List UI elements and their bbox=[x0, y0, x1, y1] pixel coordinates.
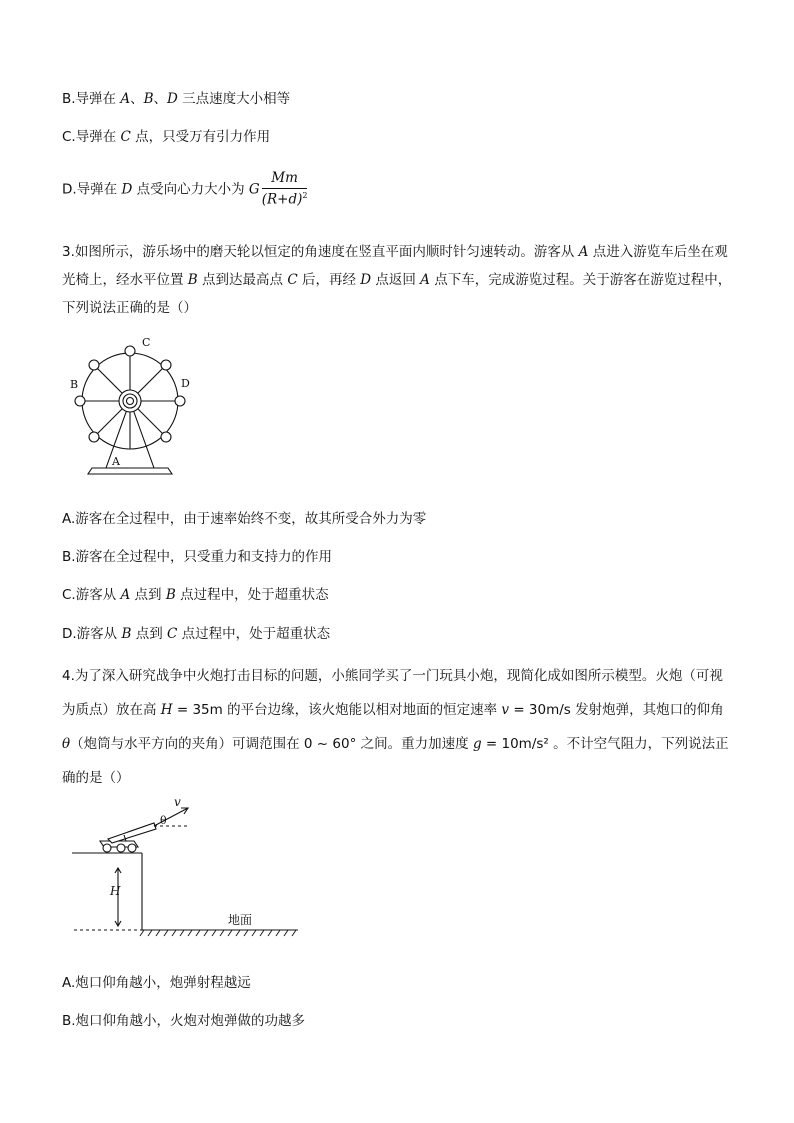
stem-variable: B bbox=[187, 272, 198, 288]
option-text: C.导弹在 bbox=[62, 129, 121, 145]
q3-option-c bbox=[62, 589, 329, 603]
option-text: C.游客从 bbox=[62, 587, 121, 603]
ferris-wheel-figure bbox=[70, 335, 190, 475]
option-text: 点到 bbox=[131, 626, 167, 642]
stem-text: 后，再经 bbox=[297, 272, 361, 288]
point-label: D bbox=[121, 181, 133, 198]
point-label: A bbox=[120, 91, 131, 107]
q3-stem bbox=[62, 238, 734, 322]
point-label: C bbox=[120, 129, 131, 145]
base-platform bbox=[88, 468, 172, 474]
option-text: 点过程中，处于超重状态 bbox=[175, 587, 329, 603]
cannon-barrel bbox=[108, 823, 156, 843]
option-text: 三点速度大小相等 bbox=[177, 91, 291, 107]
stem-text: 点下车，完成游览过程。关于游客在游览过程中，下列说法正确的是（） bbox=[62, 272, 732, 316]
option-text: 点到 bbox=[130, 587, 166, 603]
stem-text: 3.如图所示，游乐场中的磨天轮以恒定的角速度在竖直平面内顺时针匀速转动。游客从 bbox=[62, 244, 579, 260]
label-d: D bbox=[181, 377, 190, 390]
separator: 、 bbox=[130, 91, 144, 107]
stem-variable: C bbox=[287, 272, 298, 288]
q3-option-d bbox=[62, 628, 330, 642]
stem-variable: D bbox=[360, 272, 372, 288]
label-theta: θ bbox=[160, 814, 167, 827]
q2-option-d bbox=[62, 172, 307, 207]
cabin-d bbox=[175, 396, 185, 406]
q4-option-a: A.炮口仰角越小，炮弹射程越远 bbox=[62, 975, 251, 991]
option-text: B.导弹在 bbox=[62, 91, 121, 107]
separator: 、 bbox=[153, 91, 168, 107]
cannon-figure bbox=[70, 795, 310, 945]
fraction-denominator bbox=[262, 189, 308, 207]
stem-variable: A bbox=[578, 244, 589, 260]
stem-text: 4.为了深入研究战争中火炮打击目标的问题，小熊同学买了一门玩具小炮，现简化成如图所示模型。火炮（可视为质点）放在高 bbox=[62, 668, 723, 718]
point-label: D bbox=[167, 91, 178, 107]
label-v: v bbox=[174, 795, 181, 809]
stem-variable: v bbox=[501, 702, 510, 718]
option-text: 点，只受万有引力作用 bbox=[130, 129, 271, 145]
q2-option-b bbox=[62, 93, 290, 107]
stem-text: （炮筒与水平方向的夹角）可调范围在 0 ~ 60° 之间。重力加速度 bbox=[70, 736, 473, 752]
q2-option-c bbox=[62, 131, 270, 145]
label-b: B bbox=[70, 378, 79, 391]
stem-text: 点返回 bbox=[371, 272, 421, 288]
denominator-base: (R+d) bbox=[261, 191, 303, 207]
point-label: C bbox=[167, 626, 178, 642]
cabin-b bbox=[75, 396, 85, 406]
point-label: B bbox=[165, 587, 176, 603]
denominator-exponent: 2 bbox=[302, 190, 308, 200]
point-label: B bbox=[121, 626, 132, 642]
label-h: H bbox=[110, 884, 121, 898]
q3-option-a: A.游客在全过程中，由于速率始终不变，故其所受合外力为零 bbox=[62, 511, 427, 527]
stem-variable: A bbox=[420, 272, 430, 288]
option-text: D.游客从 bbox=[62, 626, 122, 642]
stem-text: = 35m 的平台边缘，该火炮能以相对地面的恒定速率 bbox=[172, 702, 502, 718]
option-text: 点受向心力大小为 bbox=[132, 181, 249, 198]
hub-outer bbox=[119, 390, 141, 412]
label-a: A bbox=[112, 455, 120, 468]
stem-text: = 10m/s² 。不计空气阻力，下列说法正确的是（） bbox=[62, 736, 729, 786]
q4-option-b: B.炮口仰角越小，火炮对炮弹做的功越多 bbox=[62, 1013, 306, 1029]
label-c: C bbox=[142, 336, 151, 349]
cabin-c bbox=[125, 346, 135, 356]
point-label: B bbox=[143, 91, 154, 107]
stem-text: 点到达最高点 bbox=[197, 272, 288, 288]
stem-variable: H bbox=[160, 702, 173, 718]
ground-hatching bbox=[140, 930, 296, 936]
stem-variable: θ bbox=[62, 736, 71, 752]
stem-text: 点进入游览车后坐在观光椅上，经水平位置 bbox=[62, 244, 728, 288]
fraction-numerator: Mm bbox=[262, 172, 308, 189]
q4-stem bbox=[62, 659, 734, 795]
stem-text: = 30m/s 发射炮弹，其炮口的仰角 bbox=[509, 702, 724, 718]
q3-option-b: B.游客在全过程中，只受重力和支持力的作用 bbox=[62, 549, 333, 565]
stem-variable: g bbox=[472, 736, 482, 752]
cannon-body bbox=[100, 823, 156, 852]
formula-symbol: G bbox=[248, 181, 260, 198]
point-label: A bbox=[120, 587, 131, 603]
label-ground: 地面 bbox=[228, 913, 253, 927]
option-text: D.导弹在 bbox=[62, 181, 122, 198]
option-text: 点过程中，处于超重状态 bbox=[177, 626, 331, 642]
force-fraction bbox=[262, 172, 308, 207]
